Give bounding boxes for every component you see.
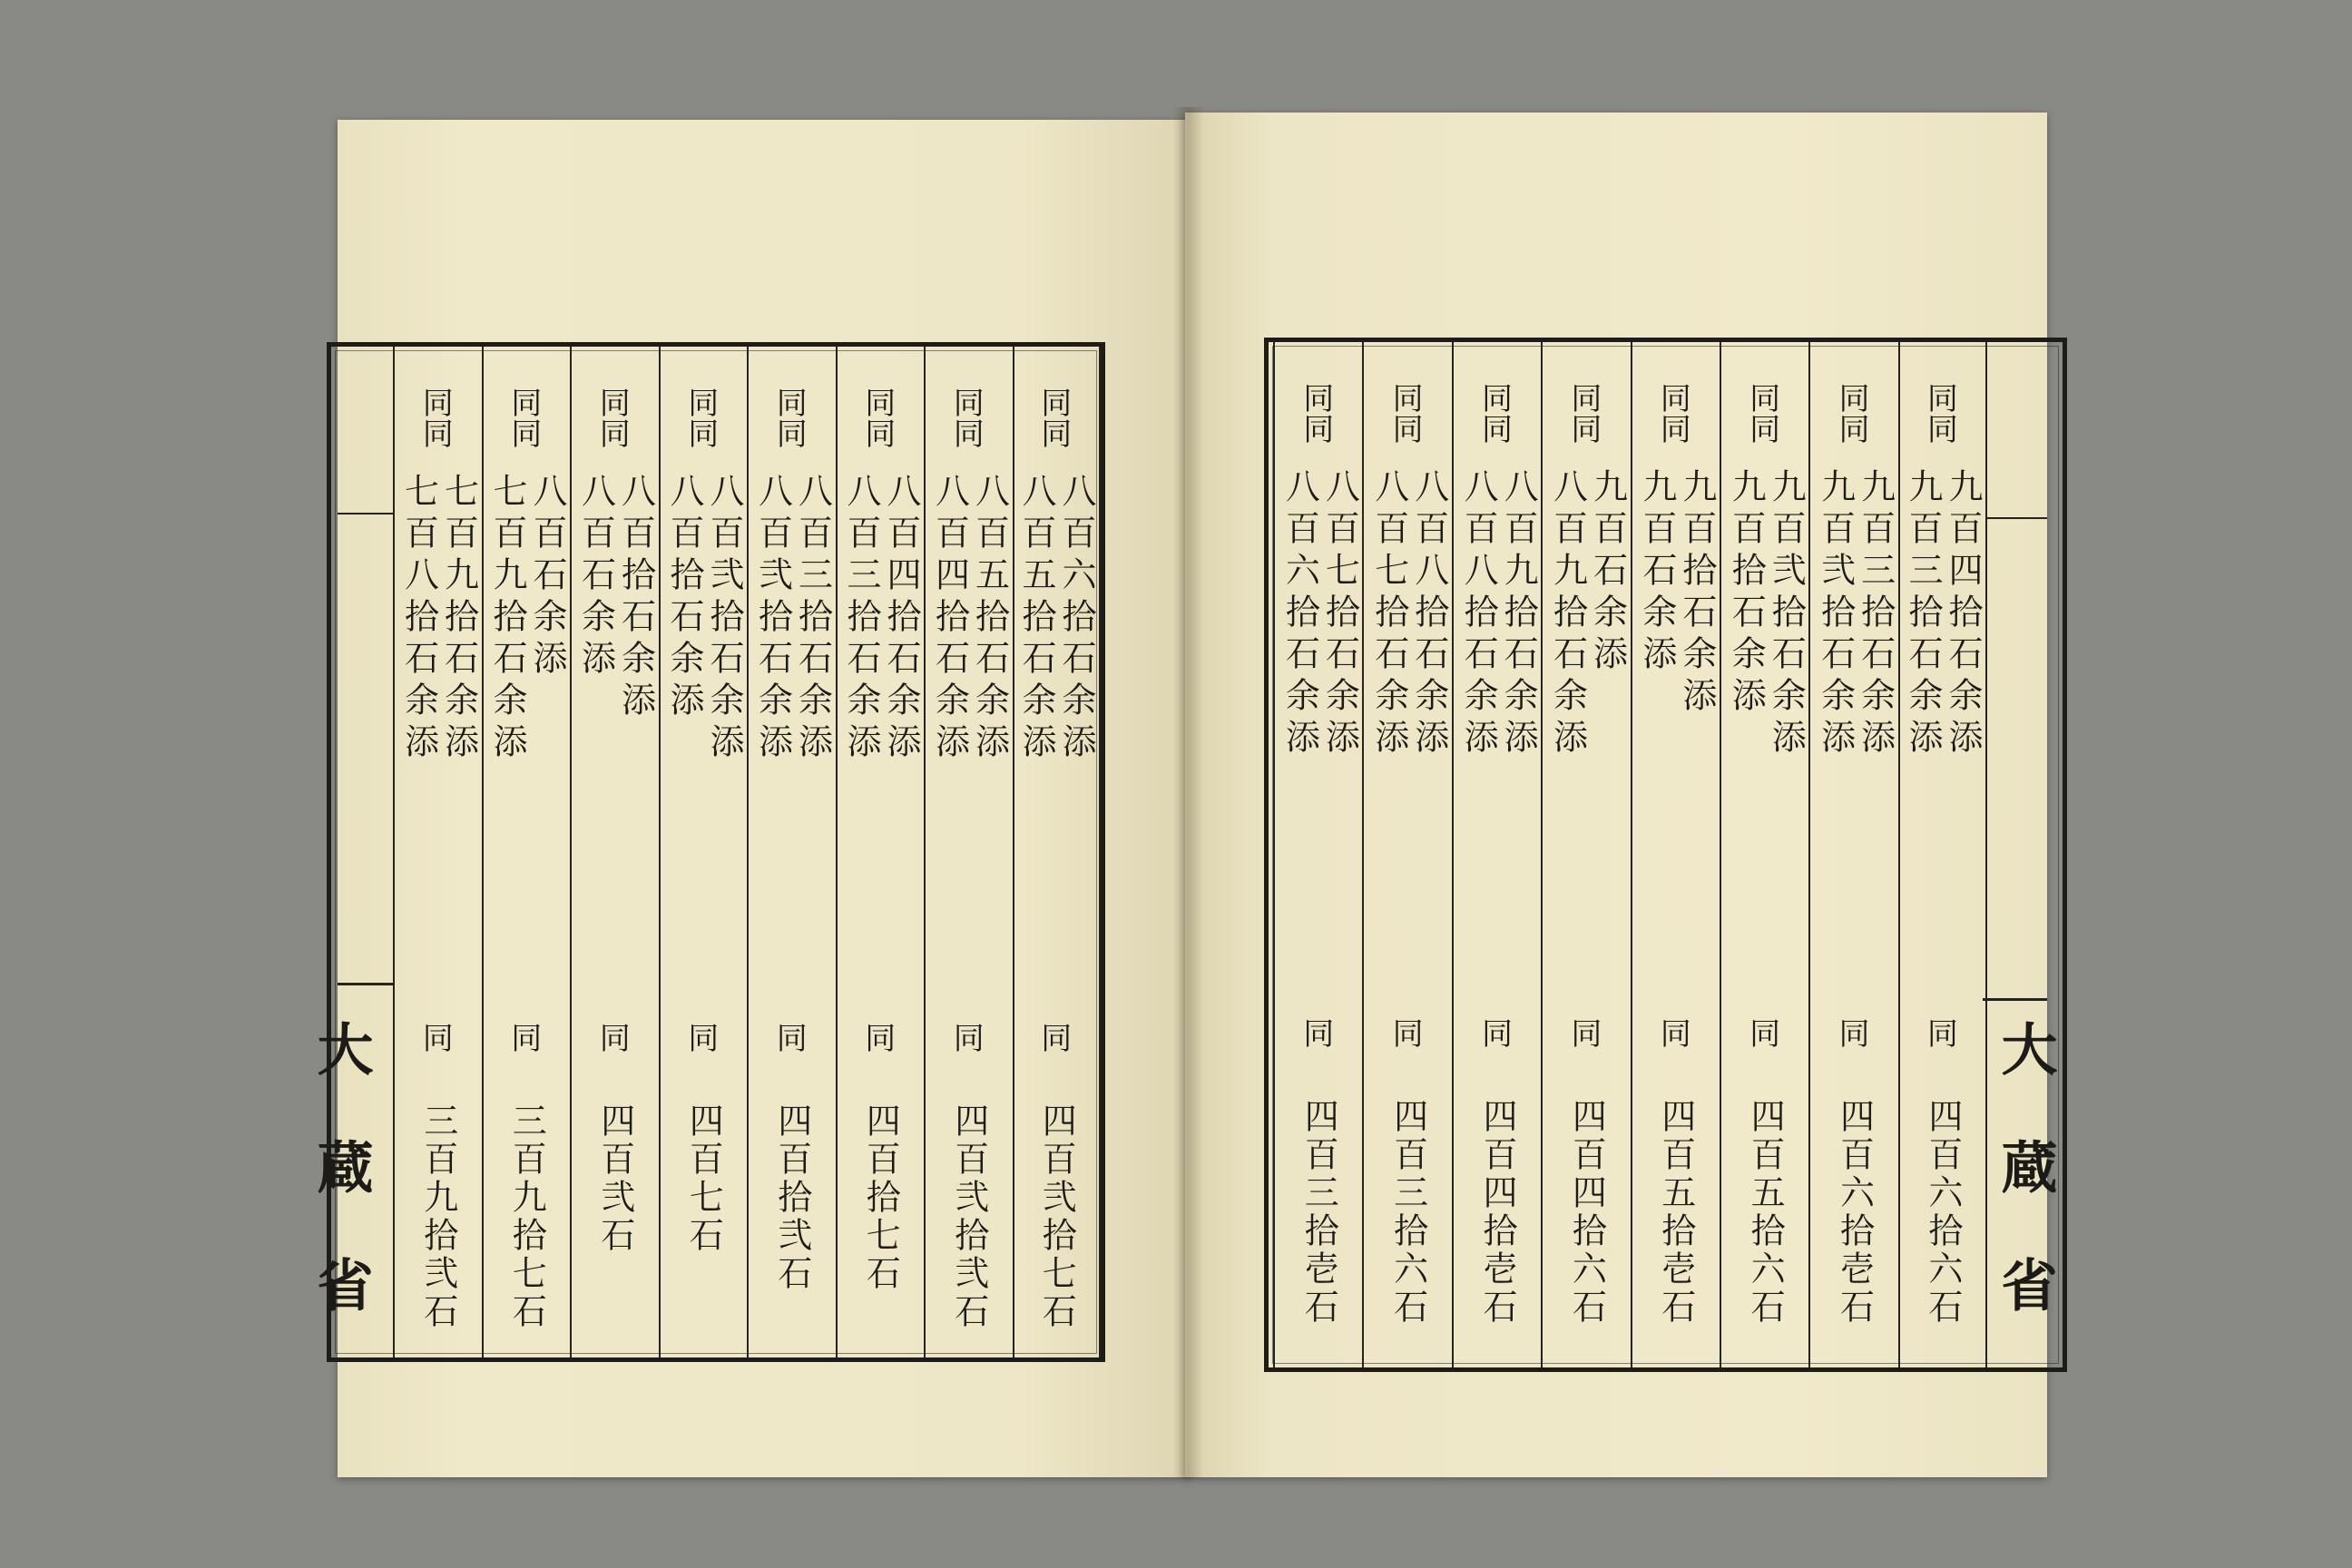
column-upper-entry: 八百三拾石余添 [841,473,881,765]
column-lower-entry: 四百六拾壱石 [1834,1098,1875,1327]
column-lower-entry: 四百拾弐石 [771,1102,812,1293]
column-top-marker: 同同 [1303,381,1344,448]
column-top-marker: 同同 [422,386,463,453]
column-top-marker: 同同 [1571,381,1612,448]
column-bottom-marker: 同 [1571,1016,1602,1053]
column-bottom-marker: 同 [688,1021,720,1057]
column-bottom-marker: 同 [1041,1021,1073,1057]
column-upper-entry: 七百八拾石余添 [398,473,439,765]
column-upper-entry: 七百九拾石余添 [438,473,479,765]
column-lower-entry: 四百弐拾七石 [1036,1102,1077,1331]
left-page [308,120,1190,1477]
margin-rule [338,983,393,985]
column-upper-entry: 九百四拾石余添 [1943,468,1983,760]
column-upper-entry: 八百五拾石余添 [969,473,1010,765]
column-bottom-marker: 同 [599,1021,631,1057]
column-upper-entry: 九百拾石余添 [1726,468,1767,719]
column-upper-entry: 九百弐拾石余添 [1766,468,1807,760]
column-upper-entry: 八百五拾石余添 [1016,473,1056,765]
column-bottom-marker: 同 [1481,1016,1513,1053]
column-upper-entry: 八百六拾石余添 [1056,473,1096,765]
column-lower-entry: 四百五拾壱石 [1655,1098,1696,1327]
column-bottom-marker: 同 [776,1021,808,1057]
column-upper-entry: 九百石余添 [1636,468,1677,677]
column-bottom-marker: 同 [1392,1016,1424,1053]
table-column [1808,342,1897,1367]
margin-label: 大蔵省 [1992,1020,2058,1374]
table-column [1541,342,1630,1367]
table-column [659,347,748,1357]
table-column [1273,342,1362,1367]
column-top-marker: 同同 [599,386,640,453]
right-table-frame [1264,338,2067,1372]
column-upper-entry: 八百拾石余添 [615,473,656,723]
margin-label: 大蔵省 [308,1020,374,1374]
column-upper-entry: 八百石余添 [527,473,567,681]
column-lower-entry: 三百九拾七石 [506,1102,547,1331]
column-lower-entry: 四百四拾六石 [1566,1098,1607,1327]
table-column [924,347,1013,1357]
column-upper-entry: 八百弐拾石余添 [752,473,793,765]
column-top-marker: 同同 [1749,381,1790,448]
column-upper-entry: 九百三拾石余添 [1903,468,1943,760]
table-column [1452,342,1541,1367]
table-column [1013,347,1102,1357]
column-lower-entry: 四百三拾壱石 [1298,1098,1339,1327]
table-column [482,347,571,1357]
table-column [570,347,659,1357]
column-top-marker: 同同 [1392,381,1433,448]
column-upper-entry: 八百九拾石余添 [1498,468,1539,760]
column-bottom-marker: 同 [1749,1016,1781,1053]
column-upper-entry: 八百拾石余添 [664,473,704,723]
table-column [836,347,925,1357]
column-bottom-marker: 同 [1926,1016,1958,1053]
column-bottom-marker: 同 [1303,1016,1335,1053]
column-top-marker: 同同 [1838,381,1879,448]
column-top-marker: 同同 [953,386,994,453]
column-top-marker: 同同 [511,386,552,453]
table-column [393,347,482,1357]
column-upper-entry: 九百石余添 [1587,468,1628,677]
column-upper-entry: 八百四拾石余添 [881,473,921,765]
column-upper-entry: 八百三拾石余添 [792,473,833,765]
column-bottom-marker: 同 [511,1021,543,1057]
column-bottom-marker: 同 [1838,1016,1870,1053]
column-lower-entry: 四百拾七石 [860,1102,901,1293]
column-bottom-marker: 同 [953,1021,985,1057]
column-lower-entry: 四百七石 [683,1102,724,1255]
column-top-marker: 同同 [1660,381,1700,448]
table-column [1631,342,1720,1367]
column-upper-entry: 八百四拾石余添 [929,473,970,765]
column-lower-entry: 四百弐石 [594,1102,635,1255]
column-upper-entry: 七百九拾石余添 [487,473,527,765]
margin-rule [1983,998,2047,1001]
column-top-marker: 同同 [865,386,906,453]
column-lower-entry: 四百五拾六石 [1745,1098,1786,1327]
column-lower-entry: 四百六拾六石 [1922,1098,1963,1327]
column-upper-entry: 八百九拾石余添 [1547,468,1588,760]
column-upper-entry: 九百弐拾石余添 [1815,468,1856,760]
column-upper-entry: 八百弐拾石余添 [704,473,744,765]
column-lower-entry: 四百三拾六石 [1387,1098,1428,1327]
column-upper-entry: 八百七拾石余添 [1319,468,1360,760]
column-top-marker: 同同 [1481,381,1522,448]
right-page [1185,113,2058,1477]
left-table-frame [327,342,1105,1362]
column-bottom-marker: 同 [422,1021,454,1057]
column-upper-entry: 八百六拾石余添 [1279,468,1320,760]
column-upper-entry: 八百八拾石余添 [1408,468,1449,760]
column-upper-entry: 九百拾石余添 [1676,468,1717,719]
column-top-marker: 同同 [776,386,817,453]
column-upper-entry: 八百石余添 [575,473,616,681]
column-lower-entry: 四百四拾壱石 [1476,1098,1517,1327]
column-top-marker: 同同 [1041,386,1082,453]
column-upper-entry: 八百八拾石余添 [1458,468,1499,760]
table-column [1898,342,1987,1367]
column-lower-entry: 三百九拾弐石 [417,1102,458,1331]
column-bottom-marker: 同 [865,1021,897,1057]
column-upper-entry: 八百七拾石余添 [1368,468,1409,760]
table-column [1362,342,1451,1367]
column-bottom-marker: 同 [1660,1016,1691,1053]
table-column [747,347,836,1357]
column-top-marker: 同同 [1926,381,1967,448]
column-lower-entry: 四百弐拾弐石 [948,1102,989,1331]
column-top-marker: 同同 [688,386,729,453]
column-upper-entry: 九百三拾石余添 [1855,468,1896,760]
table-column [1720,342,1808,1367]
